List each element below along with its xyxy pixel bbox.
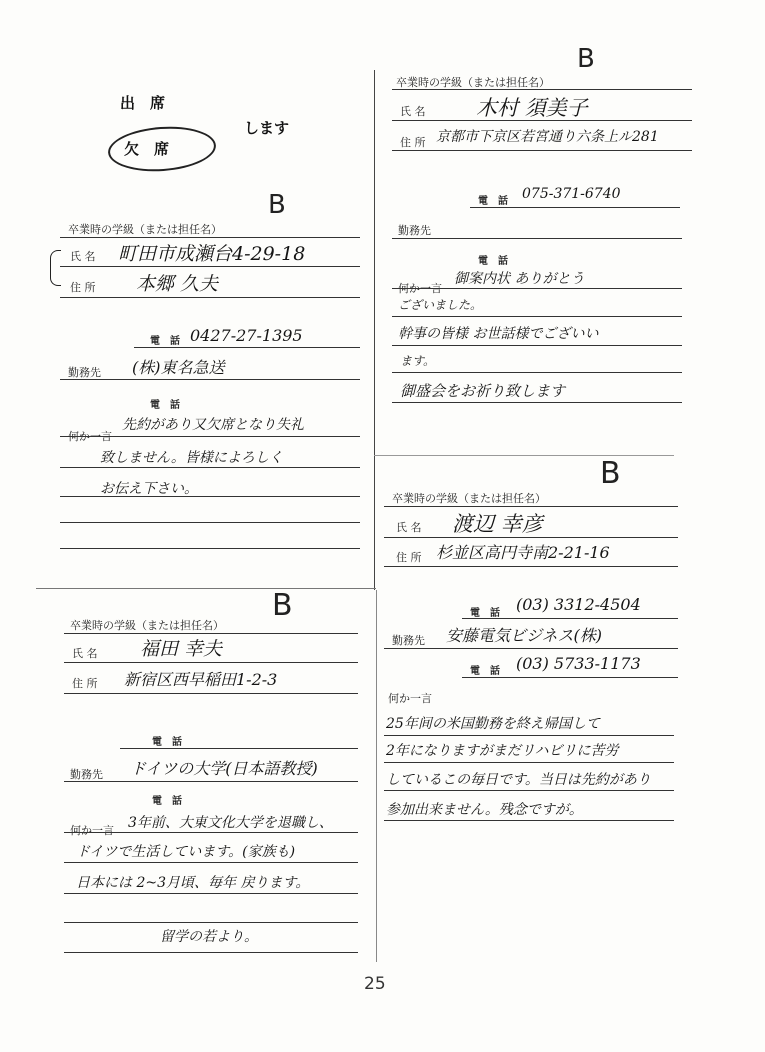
entry2-grade: B xyxy=(577,44,595,74)
page-number: 25 xyxy=(364,974,386,994)
entry1-tel: 0427-27-1395 xyxy=(190,326,303,345)
entry2-comment-2: ございました。 xyxy=(398,298,483,312)
entry4-address-label: 住 所 xyxy=(72,677,98,690)
entry3-tel: (03) 3312-4504 xyxy=(516,595,641,614)
entry4-address: 新宿区西早稲田1-2-3 xyxy=(124,670,278,689)
entry2-comment-label: 何か一言 xyxy=(398,282,442,295)
entry2-class-label: 卒業時の学級（または担任名） xyxy=(396,76,550,89)
entry3-name: 渡辺 幸彦 xyxy=(452,512,543,536)
entry4-comment-4: 留学の若より。 xyxy=(160,929,258,945)
entry4-workplace: ドイツの大学(日本語教授) xyxy=(130,759,318,778)
entry3-tel-label: 電 話 xyxy=(470,608,500,619)
absent-option: 欠 席 xyxy=(124,140,170,158)
entry2-comment-1: 御案内状 ありがとう xyxy=(454,271,585,287)
entry1-comment-2: 致しません。皆様によろしく xyxy=(100,450,283,466)
entry3-comment-4: 参加出来ません。残念ですが。 xyxy=(386,802,583,818)
entry3-class-label: 卒業時の学級（または担任名） xyxy=(392,492,546,505)
divider-top-vertical xyxy=(374,70,375,590)
bracket-mark xyxy=(50,250,61,286)
entry3-comment-3: しているこの毎日です。当日は先約があり xyxy=(386,772,651,788)
entry3-workplace-label: 勤務先 xyxy=(392,634,425,647)
entry4-comment-2: ドイツで生活しています。(家族も) xyxy=(76,844,296,860)
entry1-name-line: 町田市成瀬台4-29-18 xyxy=(118,243,306,265)
entry1-workplace-label: 勤務先 xyxy=(68,366,101,379)
entry2-address: 京都市下京区若宮通り六条上ル281 xyxy=(436,129,659,145)
entry4-name-label: 氏 名 xyxy=(72,647,98,660)
entry4-comment-3: 日本には 2~3月頃、毎年 戻ります。 xyxy=(76,875,310,891)
entry2-comment-3: 幹事の皆様 お世話様でございい xyxy=(398,326,599,342)
entry4-workplace-label: 勤務先 xyxy=(70,768,103,781)
entry3-workplace-tel: (03) 5733-1173 xyxy=(516,654,641,673)
entry4-comment-1: 3年前、大東文化大学を退職し、 xyxy=(128,815,333,831)
divider-bottom-vertical xyxy=(376,590,377,962)
entry2-tel: 075-371-6740 xyxy=(522,186,621,202)
entry4-class-label: 卒業時の学級（または担任名） xyxy=(70,619,224,632)
entry3-workplace-tel-label: 電 話 xyxy=(470,666,500,677)
entry2-comment-5: 御盛会をお祈り致します xyxy=(400,382,566,400)
entry1-tel2-label: 電 話 xyxy=(150,400,180,411)
entry3-name-label: 氏 名 xyxy=(396,521,422,534)
entry2-tel2-label: 電 話 xyxy=(478,256,508,267)
entry2-address-label: 住 所 xyxy=(400,136,426,149)
entry1-grade: B xyxy=(268,190,286,220)
entry1-workplace: (株)東名急送 xyxy=(132,358,225,377)
entry4-comment-label: 何か一言 xyxy=(70,824,114,837)
entry3-address: 杉並区高円寺南2-21-16 xyxy=(436,543,610,562)
entry2-comment-4: ます。 xyxy=(400,354,436,368)
entry4-name: 福田 幸夫 xyxy=(140,638,223,660)
entry4-tel2-label: 電 話 xyxy=(152,796,182,807)
divider-horizontal-right xyxy=(374,455,674,456)
entry3-comment-2: 2年になりますがまだリハビリに苦労 xyxy=(386,743,619,759)
entry1-name-label: 氏 名 xyxy=(70,250,96,263)
entry1-comment-1: 先約があり又欠席となり失礼 xyxy=(122,417,304,433)
entry4-grade: B xyxy=(272,588,293,623)
entry1-address-label: 住 所 xyxy=(70,281,96,294)
divider-horizontal-mid xyxy=(36,588,376,589)
entry1-comment-label: 何か一言 xyxy=(68,430,112,443)
entry3-workplace: 安藤電気ビジネス(株) xyxy=(446,626,603,645)
entry3-address-label: 住 所 xyxy=(396,551,422,564)
entry4-tel-label: 電 話 xyxy=(152,737,182,748)
entry1-comment-3: お伝え下さい。 xyxy=(100,481,198,497)
attend-option: 出 席 xyxy=(120,94,166,112)
entry2-tel-label: 電 話 xyxy=(478,196,508,207)
entry2-workplace-label: 勤務先 xyxy=(398,224,431,237)
entry1-tel-label: 電 話 xyxy=(150,336,180,347)
entry3-comment-1: 25年间の米国勤務を終え帰国して xyxy=(386,716,600,732)
entry1-class-label: 卒業時の学級（または担任名） xyxy=(68,223,222,236)
entry2-name: 木村 須美子 xyxy=(476,96,588,120)
entry3-grade: B xyxy=(600,456,621,491)
entry1-name: 本郷 久夫 xyxy=(136,273,219,295)
attendance-suffix: します xyxy=(244,119,290,137)
entry2-name-label: 氏 名 xyxy=(400,105,426,118)
entry3-comment-label: 何か一言 xyxy=(388,692,432,705)
